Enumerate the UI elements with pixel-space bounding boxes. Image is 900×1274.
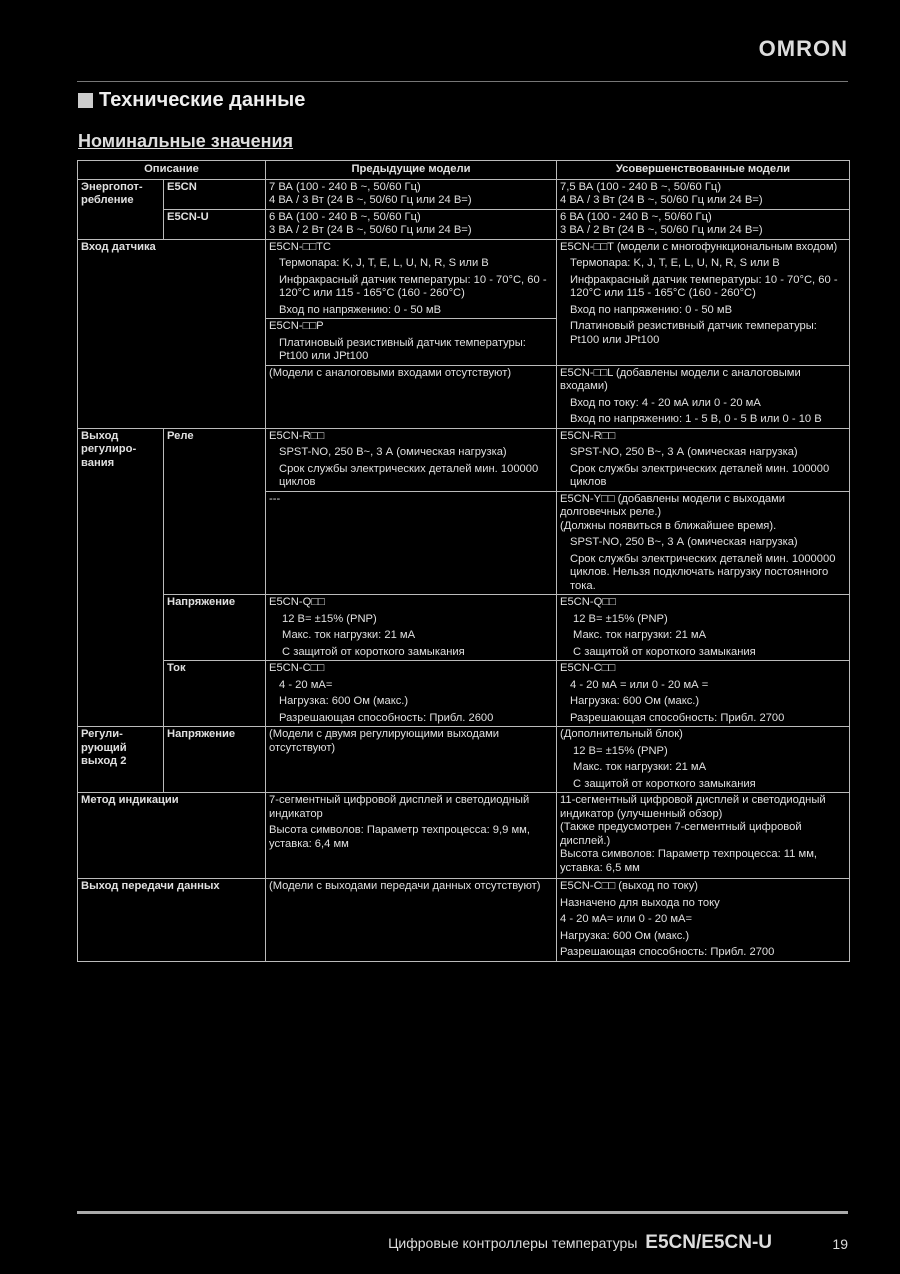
table-row bbox=[78, 793, 850, 879]
specs-table bbox=[77, 160, 850, 962]
cell-text: (Также предусмотрен 7-сегментный цифровой дисплей.) bbox=[560, 821, 802, 847]
cell-text: 3 ВА / 2 Вт (24 В ~, 50/60 Гц или 24 В=) bbox=[269, 224, 472, 236]
cell-text: 7,5 ВА (100 - 240 В ~, 50/60 Гц) bbox=[560, 180, 722, 193]
cell-text: Платиновый резистивный датчик температуры: Pt100 или JPt100 bbox=[279, 336, 526, 362]
table-row bbox=[78, 595, 850, 661]
section-title-text: Технические данные bbox=[99, 89, 306, 111]
cell-prev bbox=[266, 595, 557, 661]
cell-text: Срок службы электрических деталей мин. 100000 циклов bbox=[279, 462, 539, 488]
cell-text: 6 ВА (100 - 240 В ~, 50/60 Гц) bbox=[560, 210, 712, 223]
cell-new bbox=[557, 239, 850, 365]
cell-text: 6 ВА (100 - 240 В ~, 50/60 Гц) bbox=[269, 210, 421, 223]
cell-prev bbox=[266, 793, 557, 879]
cell-text: Платиновый резистивный датчик температуры: Pt100 или JPt100 bbox=[570, 320, 817, 346]
cell-text: 11-сегментный цифровой дисплей и светодиодный индикатор (улучшенный обзор) bbox=[560, 794, 826, 820]
cell-text: E5CN-Q□□ bbox=[560, 596, 616, 608]
cell-text: E5CN-R□□ bbox=[269, 429, 325, 442]
cell-text: SPST-NO, 250 В~, 3 А (омическая нагрузка) bbox=[570, 446, 798, 458]
table-row bbox=[78, 879, 850, 962]
row-label-sensor: Вход датчика bbox=[78, 239, 266, 428]
cell-new bbox=[557, 428, 850, 491]
cell-new bbox=[557, 727, 850, 793]
cell-new bbox=[557, 595, 850, 661]
cell-text: E5CN-□□TC bbox=[269, 240, 331, 253]
cell-text: SPST-NO, 250 В~, 3 А (омическая нагрузка) bbox=[570, 536, 798, 548]
cell-text: Назначено для выхода по току bbox=[560, 896, 720, 909]
cell-text: Разрешающая способность: Прибл. 2700 bbox=[570, 711, 785, 724]
header-description: Описание bbox=[78, 161, 266, 180]
cell-text: Термопара: K, J, T, E, L, U, N, R, S или B bbox=[279, 257, 489, 269]
cell-prev bbox=[266, 209, 557, 239]
top-divider bbox=[77, 81, 848, 82]
sub-label-current: Ток bbox=[164, 661, 266, 727]
cell-text: Вход по напряжению: 0 - 50 мВ bbox=[570, 303, 733, 316]
cell-text: 3 ВА / 2 Вт (24 В ~, 50/60 Гц или 24 В=) bbox=[560, 224, 763, 236]
sub-label-voltage-2: Напряжение bbox=[164, 727, 266, 793]
cell-text: E5CN-C□□ bbox=[560, 662, 616, 674]
cell-text: Разрешающая способность: Прибл. 2600 bbox=[279, 711, 494, 724]
cell-text: 4 ВА / 3 Вт (24 В ~, 50/60 Гц или 24 В=) bbox=[269, 194, 472, 206]
cell-new bbox=[557, 793, 850, 879]
cell-text: E5CN-□□T (модели с многофункциональным входом) bbox=[560, 240, 838, 253]
cell-text: С защитой от короткого замыкания bbox=[573, 645, 756, 658]
cell-text: С защитой от короткого замыкания bbox=[282, 645, 465, 658]
cell-text: E5CN-Q□□ bbox=[269, 596, 325, 608]
cell-text: Нагрузка: 600 Ом (макс.) bbox=[560, 929, 690, 942]
row-label-transfer: Выход передачи данных bbox=[78, 879, 266, 962]
page-number: 19 bbox=[832, 1236, 848, 1252]
cell-text: E5CN-C□□ (выход по току) bbox=[560, 880, 699, 892]
cell-text: Высота символов: Параметр техпроцесса: 11 мм, уставка: 6,5 мм bbox=[560, 848, 818, 874]
cell-text: E5CN-□□L (добавлены модели с аналоговыми входами) bbox=[560, 366, 801, 392]
cell-text: 4 ВА / 3 Вт (24 В ~, 50/60 Гц или 24 В=) bbox=[560, 194, 763, 206]
cell-new bbox=[557, 209, 850, 239]
cell-text: Макс. ток нагрузки: 21 мА bbox=[282, 629, 416, 641]
cell-prev: (Модели с аналоговыми входами отсутствуют) bbox=[266, 365, 557, 428]
cell-text: 7-сегментный цифровой дисплей и светодиодный индикатор bbox=[269, 794, 530, 820]
cell-text: (Должны появиться в ближайшее время). bbox=[560, 519, 777, 532]
table-header-row bbox=[78, 161, 850, 180]
table-row bbox=[78, 239, 850, 319]
header-previous: Предыдущие модели bbox=[266, 161, 557, 180]
cell-text: Нагрузка: 600 Ом (макс.) bbox=[570, 695, 700, 707]
table-row bbox=[78, 661, 850, 727]
cell-prev bbox=[266, 428, 557, 491]
sub-label-voltage: Напряжение bbox=[164, 595, 266, 661]
footer-title bbox=[388, 1232, 772, 1254]
cell-new bbox=[557, 179, 850, 209]
cell-prev: --- bbox=[266, 491, 557, 595]
row-label-power: Энергопот-ребление bbox=[78, 179, 164, 239]
cell-prev bbox=[266, 661, 557, 727]
cell-text: Макс. ток нагрузки: 21 мА bbox=[573, 761, 707, 773]
footer-model: E5CN/E5CN-U bbox=[645, 1232, 772, 1253]
cell-text: Инфракрасный датчик температуры: 10 - 70°C, 60 - 120°C или 115 - 165°C (160 - 260°C) bbox=[570, 273, 838, 299]
row-label-control-output-2: Регули-рующий выход 2 bbox=[78, 727, 164, 793]
cell-text: Разрешающая способность: Прибл. 2700 bbox=[560, 946, 775, 958]
sub-label-e5cn: E5CN bbox=[164, 179, 266, 209]
cell-text: Макс. ток нагрузки: 21 мА bbox=[573, 629, 707, 641]
cell-text: SPST-NO, 250 В~, 3 А (омическая нагрузка) bbox=[279, 446, 507, 458]
table-row bbox=[78, 727, 850, 793]
cell-text: 12 В= ±15% (PNP) bbox=[573, 612, 668, 625]
bottom-divider bbox=[77, 1211, 848, 1214]
cell-text: (Дополнительный блок) bbox=[560, 728, 683, 740]
cell-text: 12 В= ±15% (PNP) bbox=[282, 612, 377, 625]
table-row bbox=[78, 428, 850, 491]
cell-text: E5CN-□□P bbox=[269, 320, 324, 332]
section-title bbox=[78, 89, 305, 112]
cell-text: Инфракрасный датчик температуры: 10 - 70°C, 60 - 120°C или 115 - 165°C (160 - 260°C) bbox=[279, 273, 547, 299]
cell-new bbox=[557, 879, 850, 962]
cell-prev: (Модели с двумя регулирующими выходами отсутствуют) bbox=[266, 727, 557, 793]
sub-label-relay: Реле bbox=[164, 428, 266, 595]
cell-text: E5CN-R□□ bbox=[560, 429, 616, 442]
cell-text: Срок службы электрических деталей мин. 100000 циклов bbox=[570, 462, 830, 488]
cell-text: С защитой от короткого замыкания bbox=[573, 777, 756, 790]
omron-logo: OMRON bbox=[758, 36, 848, 61]
cell-text: 4 - 20 мА= bbox=[279, 678, 333, 691]
cell-text: Термопара: K, J, T, E, L, U, N, R, S или B bbox=[570, 257, 780, 269]
cell-new bbox=[557, 365, 850, 428]
cell-prev: (Модели с выходами передачи данных отсутствуют) bbox=[266, 879, 557, 962]
header-improved: Усовершенствованные модели bbox=[557, 161, 850, 180]
cell-prev bbox=[266, 179, 557, 209]
cell-text: 7 ВА (100 - 240 В ~, 50/60 Гц) bbox=[269, 180, 421, 193]
row-label-display: Метод индикации bbox=[78, 793, 266, 879]
sub-label-e5cnu: E5CN-U bbox=[164, 209, 266, 239]
cell-text: Вход по напряжению: 0 - 50 мВ bbox=[279, 303, 442, 316]
square-bullet-icon bbox=[78, 93, 93, 108]
cell-text: E5CN-Y□□ (добавлены модели с выходами долговечных реле.) bbox=[560, 492, 786, 518]
cell-text: Нагрузка: 600 Ом (макс.) bbox=[279, 695, 409, 707]
cell-new bbox=[557, 661, 850, 727]
subsection-title: Номинальные значения bbox=[78, 131, 294, 151]
cell-text: Срок службы электрических деталей мин. 1000000 циклов. Нельзя подключать нагрузку постоянного тока. bbox=[570, 552, 836, 592]
cell-text: E5CN-C□□ bbox=[269, 662, 325, 674]
cell-text: Вход по напряжению: 1 - 5 В, 0 - 5 В или 0 - 10 В bbox=[570, 413, 822, 425]
cell-text: 4 - 20 мА= или 0 - 20 мА= bbox=[560, 913, 693, 925]
footer-text: Цифровые контроллеры температуры bbox=[388, 1235, 638, 1251]
table-row bbox=[78, 209, 850, 239]
table-row bbox=[78, 179, 850, 209]
cell-prev bbox=[266, 239, 557, 319]
cell-text: 12 В= ±15% (PNP) bbox=[573, 744, 668, 757]
cell-prev bbox=[266, 319, 557, 366]
row-label-control-output: Выход регулиро-вания bbox=[78, 428, 164, 727]
cell-text: Высота символов: Параметр техпроцесса: 9,9 мм, уставка: 6,4 мм bbox=[269, 824, 530, 850]
cell-text: 4 - 20 мА = или 0 - 20 мА = bbox=[570, 678, 709, 691]
cell-text: Вход по току: 4 - 20 мА или 0 - 20 мА bbox=[570, 396, 761, 409]
cell-new bbox=[557, 491, 850, 595]
